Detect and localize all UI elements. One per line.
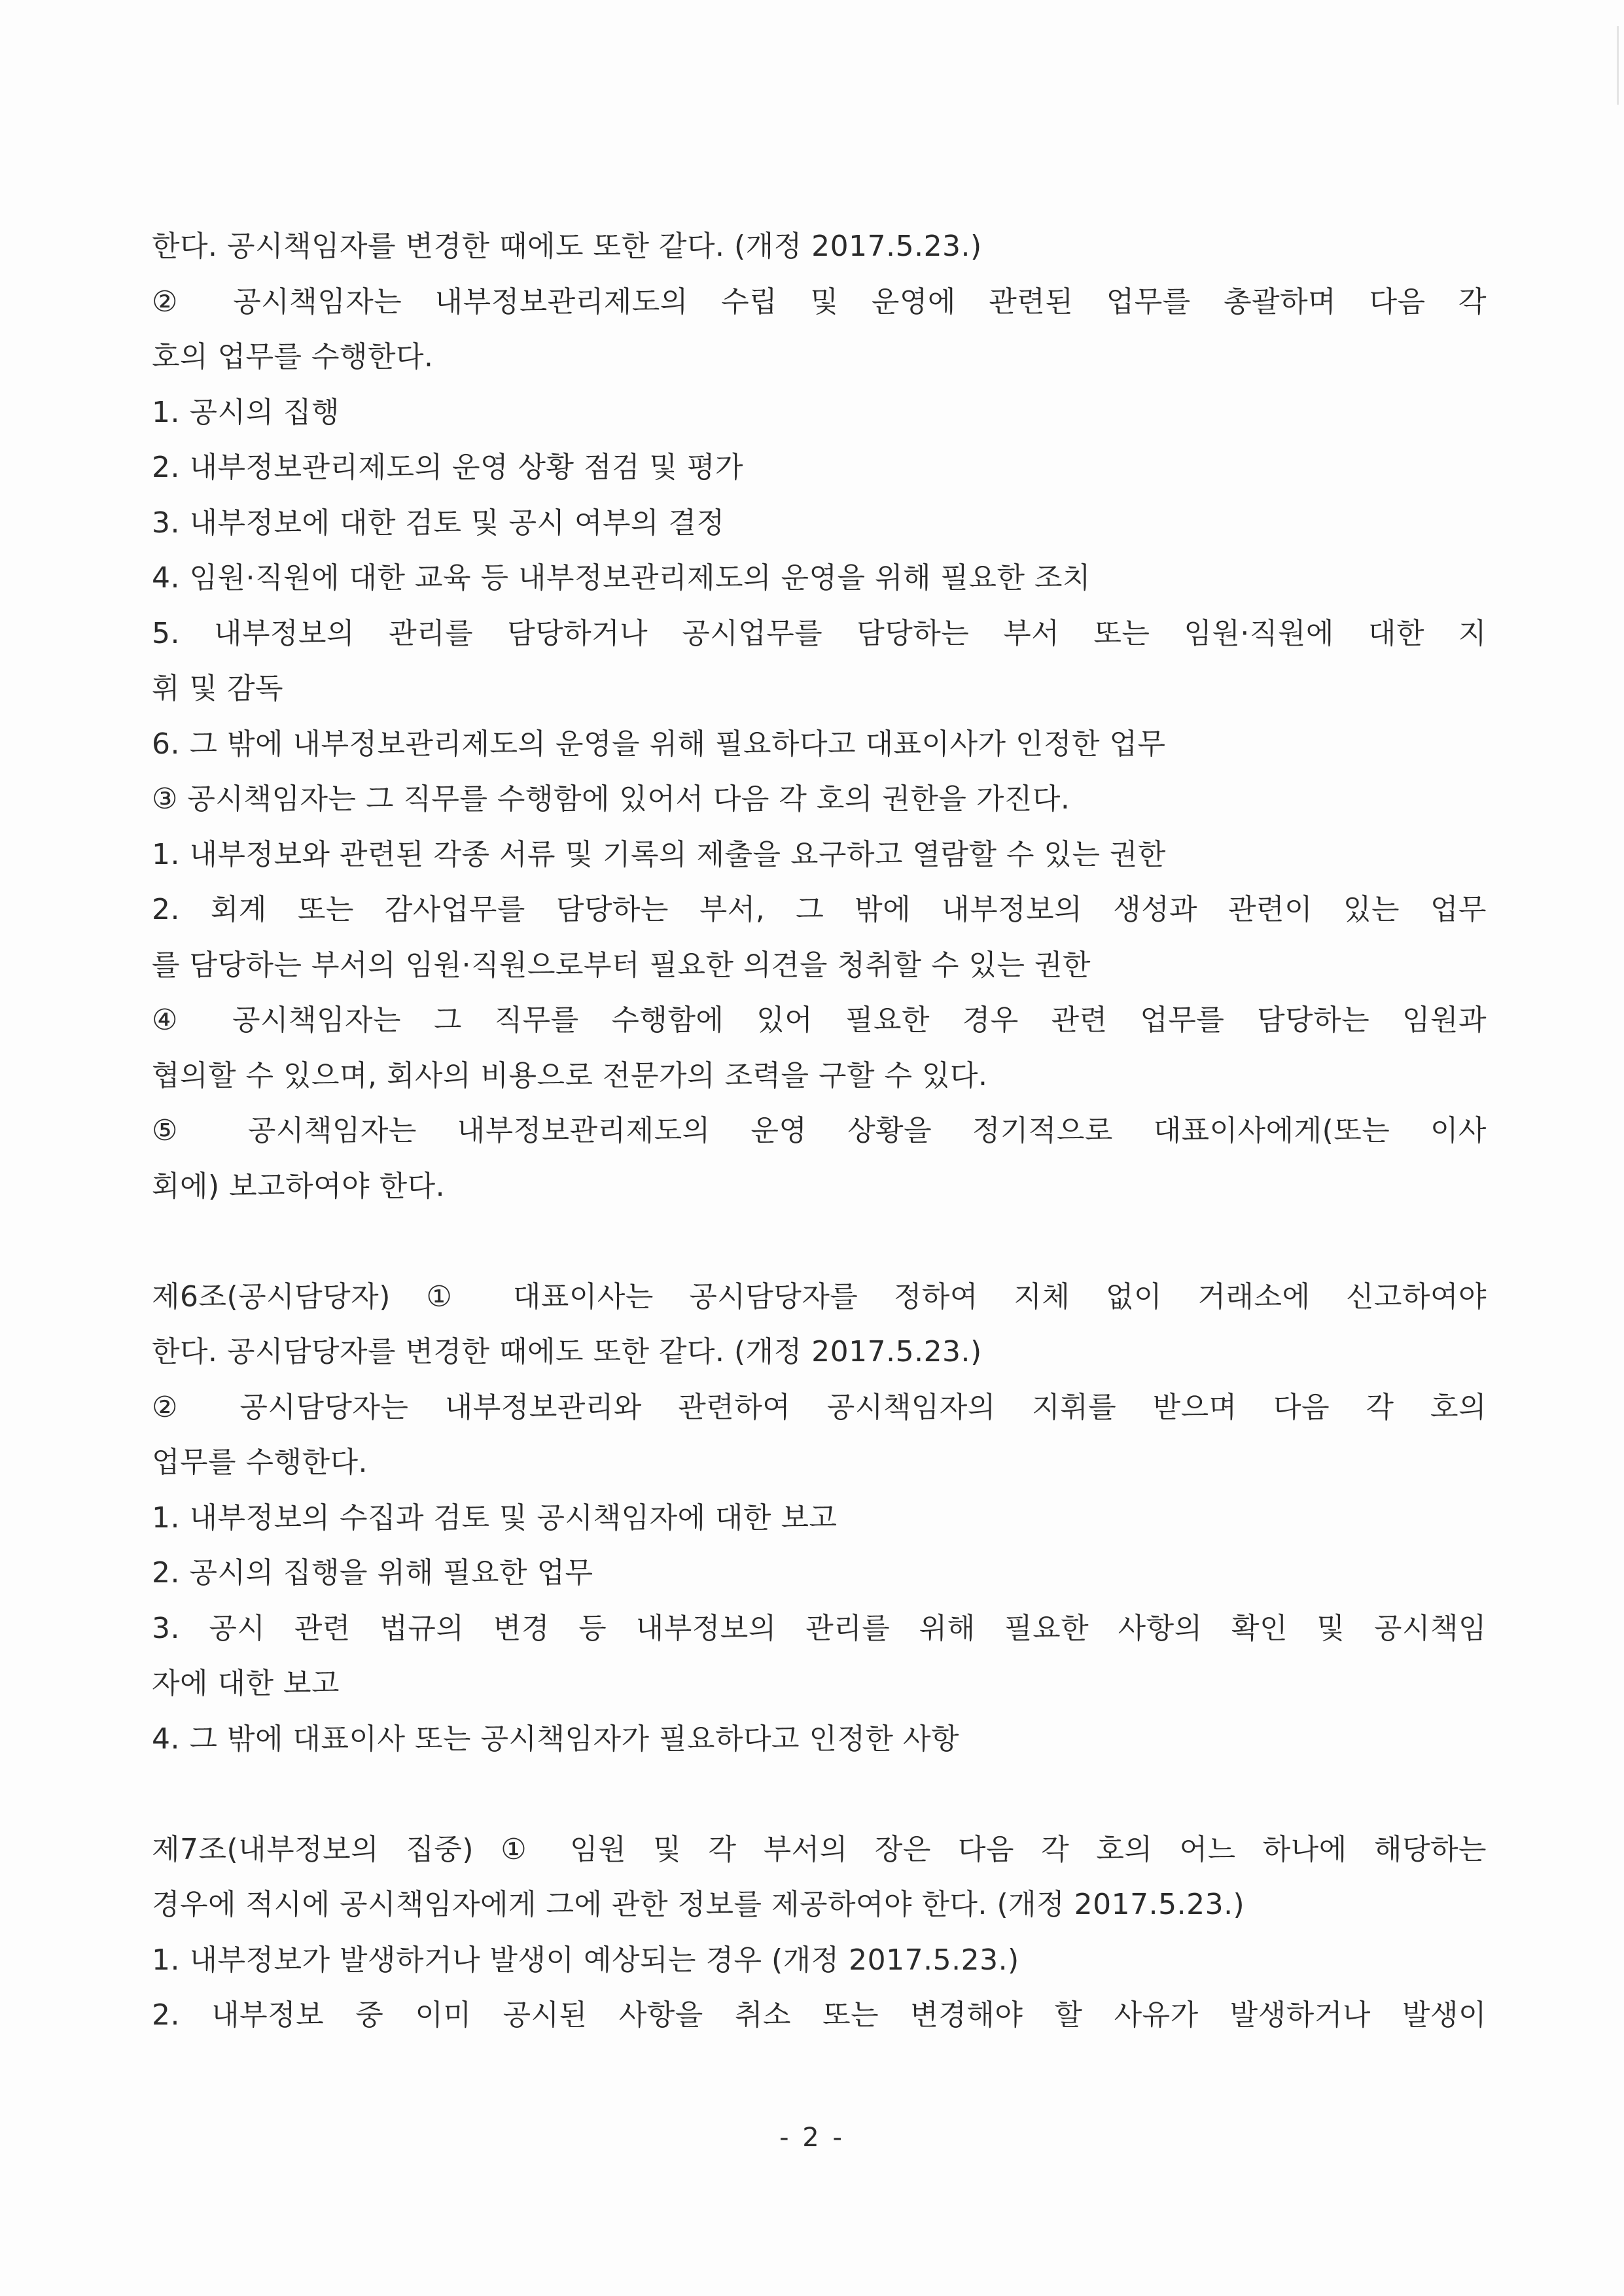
text-line: ④ 공시책임자는 그 직무를 수행함에 있어 필요한 경우 관련 업무를 담당하는 임원과 — [152, 1003, 1487, 1037]
text-line: 자에 대한 보고 — [152, 1667, 340, 1700]
text-line: ⑤ 공시책임자는 내부정보관리제도의 운영 상황을 정기적으로 대표이사에게(또는 이사 — [152, 1114, 1487, 1147]
text-line: 경우에 적시에 공시책임자에게 그에 관한 정보를 제공하여야 한다. (개정 2017.5.23.) — [152, 1888, 1245, 1921]
text-line: 6. 그 밖에 내부정보관리제도의 운영을 위해 필요하다고 대표이사가 인정한 업무 — [152, 727, 1166, 761]
text-line: 4. 그 밖에 대표이사 또는 공시책임자가 필요하다고 인정한 사항 — [152, 1722, 959, 1756]
text-line: 제6조(공시담당자) ① 대표이사는 공시담당자를 정하여 지체 없이 거래소에 신고하여야 — [152, 1279, 1487, 1313]
text-line: 2. 회계 또는 감사업무를 담당하는 부서, 그 밖에 내부정보의 생성과 관련이 있는 업무 — [152, 893, 1487, 926]
document-body — [152, 219, 1487, 2044]
text-line: 2. 내부정보관리제도의 운영 상황 점검 및 평가 — [152, 451, 743, 484]
text-line: 3. 내부정보에 대한 검토 및 공시 여부의 결정 — [152, 506, 725, 540]
text-line: 1. 내부정보가 발생하거나 발생이 예상되는 경우 (개정 2017.5.23.) — [152, 1943, 1019, 1977]
text-line: 를 담당하는 부서의 임원·직원으로부터 필요한 의견을 청취할 수 있는 권한 — [152, 948, 1091, 982]
text-line: ③ 공시책임자는 그 직무를 수행함에 있어서 다음 각 호의 권한을 가진다. — [152, 782, 1070, 816]
scan-edge-mark — [1617, 26, 1619, 105]
text-line: 회에) 보고하여야 한다. — [152, 1169, 446, 1203]
page-number: - 2 - — [779, 2123, 845, 2153]
text-line: 1. 공시의 집행 — [152, 395, 340, 429]
text-line: 4. 임원·직원에 대한 교육 등 내부정보관리제도의 운영을 위해 필요한 조치 — [152, 561, 1091, 595]
text-line: ② 공시담당자는 내부정보관리와 관련하여 공시책임자의 지휘를 받으며 다음 각 호의 — [152, 1390, 1487, 1424]
text-line: 업무를 수행한다. — [152, 1446, 368, 1479]
text-line: ② 공시책임자는 내부정보관리제도의 수립 및 운영에 관련된 업무를 총괄하며 다음 각 — [152, 285, 1487, 319]
text-line: 3. 공시 관련 법규의 변경 등 내부정보의 관리를 위해 필요한 사항의 확인 및 공시책임 — [152, 1611, 1487, 1645]
text-line: 1. 내부정보와 관련된 각종 서류 및 기록의 제출을 요구하고 열람할 수 있는 권한 — [152, 837, 1166, 871]
text-line: 5. 내부정보의 관리를 담당하거나 공시업무를 담당하는 부서 또는 임원·직원에 대한 지 — [152, 616, 1487, 650]
paragraph-gap — [152, 1214, 1487, 1270]
text-line: 2. 내부정보 중 이미 공시된 사항을 취소 또는 변경해야 할 사유가 발생하거나 발생이 — [152, 1998, 1487, 2032]
text-line: 1. 내부정보의 수집과 검토 및 공시책임자에 대한 보고 — [152, 1501, 838, 1535]
text-line: 한다. 공시책임자를 변경한 때에도 또한 같다. (개정 2017.5.23.) — [152, 230, 982, 263]
text-line: 호의 업무를 수행한다. — [152, 340, 434, 374]
paragraph-gap — [152, 1767, 1487, 1822]
text-line: 협의할 수 있으며, 회사의 비용으로 전문가의 조력을 구할 수 있다. — [152, 1058, 988, 1092]
text-line: 제7조(내부정보의 집중) ① 임원 및 각 부서의 장은 다음 각 호의 어느 하나에 해당하는 — [152, 1832, 1487, 1866]
text-line: 휘 및 감독 — [152, 672, 283, 705]
text-line: 2. 공시의 집행을 위해 필요한 업무 — [152, 1556, 593, 1590]
text-line: 한다. 공시담당자를 변경한 때에도 또한 같다. (개정 2017.5.23.) — [152, 1335, 982, 1368]
